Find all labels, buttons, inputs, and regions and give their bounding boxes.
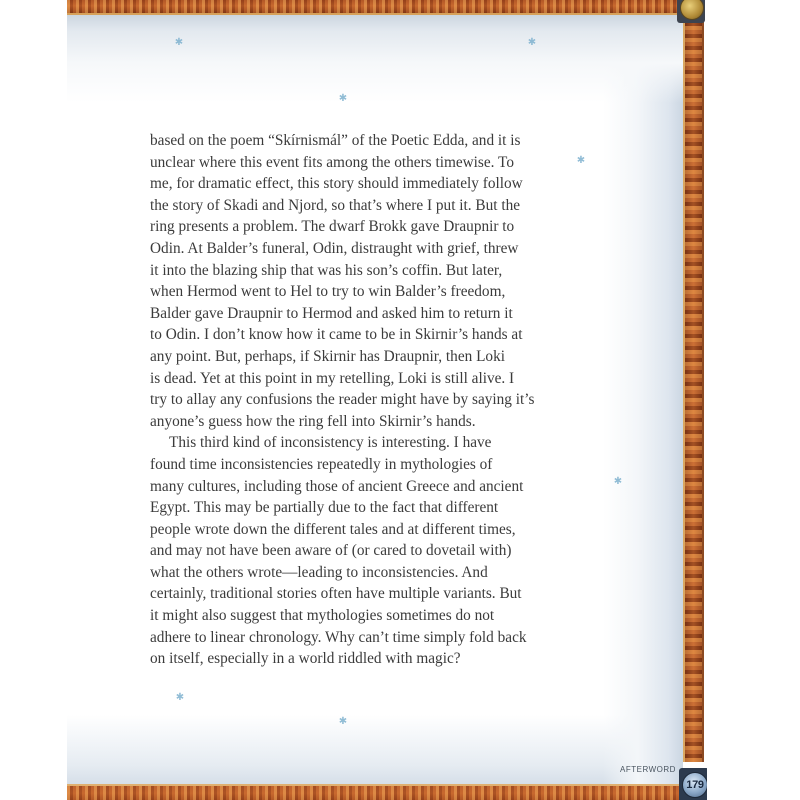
text-line: Egypt. This may be partially due to the fact that different bbox=[150, 499, 499, 517]
page-number-plate bbox=[679, 768, 707, 800]
page-number: 179 bbox=[682, 772, 707, 798]
section-label: AFTERWORD bbox=[620, 765, 676, 774]
text-line: the story of Skadi and Njord, so that’s where I put it. But the bbox=[150, 196, 521, 214]
text-line: on itself, especially in a world riddled with magic? bbox=[150, 650, 461, 668]
star-icon: ✱ bbox=[338, 716, 348, 727]
star-icon: ✱ bbox=[175, 692, 185, 703]
text-line: adhere to linear chronology. Why can’t time simply fold back bbox=[150, 628, 527, 646]
text-line: to Odin. I don’t know how it came to be in Skirnir’s hands at bbox=[150, 326, 523, 344]
text-line: people wrote down the different tales and at different times, bbox=[150, 520, 516, 538]
text-line: what the others wrote—leading to inconsistencies. And bbox=[150, 563, 488, 581]
paragraph-1 bbox=[150, 130, 570, 432]
text-line: unclear where this event fits among the others timewise. To bbox=[150, 153, 514, 171]
ornate-border-top bbox=[67, 0, 683, 15]
text-line: This third kind of inconsistency is interesting. I have bbox=[169, 434, 492, 452]
text-line: any point. But, perhaps, if Skirnir has Draupnir, then Loki bbox=[150, 347, 505, 365]
text-line: many cultures, including those of ancient Greece and ancient bbox=[150, 477, 524, 495]
text-line: is dead. Yet at this point in my retelling, Loki is still alive. I bbox=[150, 369, 515, 387]
text-line: it might also suggest that mythologies sometimes do not bbox=[150, 607, 495, 625]
star-icon: ✱ bbox=[174, 37, 184, 48]
text-line: Odin. At Balder’s funeral, Odin, distraught with grief, threw bbox=[150, 239, 519, 257]
body-text bbox=[150, 130, 570, 670]
text-line: anyone’s guess how the ring fell into Skirnir’s hands. bbox=[150, 412, 476, 430]
star-icon: ✱ bbox=[613, 476, 623, 487]
text-line: me, for dramatic effect, this story should immediately follow bbox=[150, 175, 523, 193]
star-icon: ✱ bbox=[338, 93, 348, 104]
text-line: try to allay any confusions the reader might have by saying it’s bbox=[150, 391, 535, 409]
corner-ornament bbox=[677, 0, 705, 23]
text-line: and may not have been aware of (or cared to dovetail with) bbox=[150, 542, 512, 560]
text-line: when Hermod went to Hel to try to win Balder’s freedom, bbox=[150, 283, 506, 301]
text-line: Balder gave Draupnir to Hermod and asked him to return it bbox=[150, 304, 513, 322]
paragraph-2 bbox=[150, 432, 570, 670]
star-icon: ✱ bbox=[527, 37, 537, 48]
ornate-border-right bbox=[683, 22, 704, 762]
text-line: found time inconsistencies repeatedly in mythologies of bbox=[150, 455, 493, 473]
text-line: certainly, traditional stories often have multiple variants. But bbox=[150, 585, 522, 603]
text-line: ring presents a problem. The dwarf Brokk gave Draupnir to bbox=[150, 218, 515, 236]
book-page bbox=[67, 0, 707, 800]
celtic-medallion-icon bbox=[680, 0, 704, 20]
text-line: it into the blazing ship that was his son’s coffin. But later, bbox=[150, 261, 503, 279]
ornate-border-bottom bbox=[67, 784, 683, 800]
text-line: based on the poem “Skírnismál” of the Poetic Edda, and it is bbox=[150, 132, 521, 149]
star-icon: ✱ bbox=[576, 155, 586, 166]
